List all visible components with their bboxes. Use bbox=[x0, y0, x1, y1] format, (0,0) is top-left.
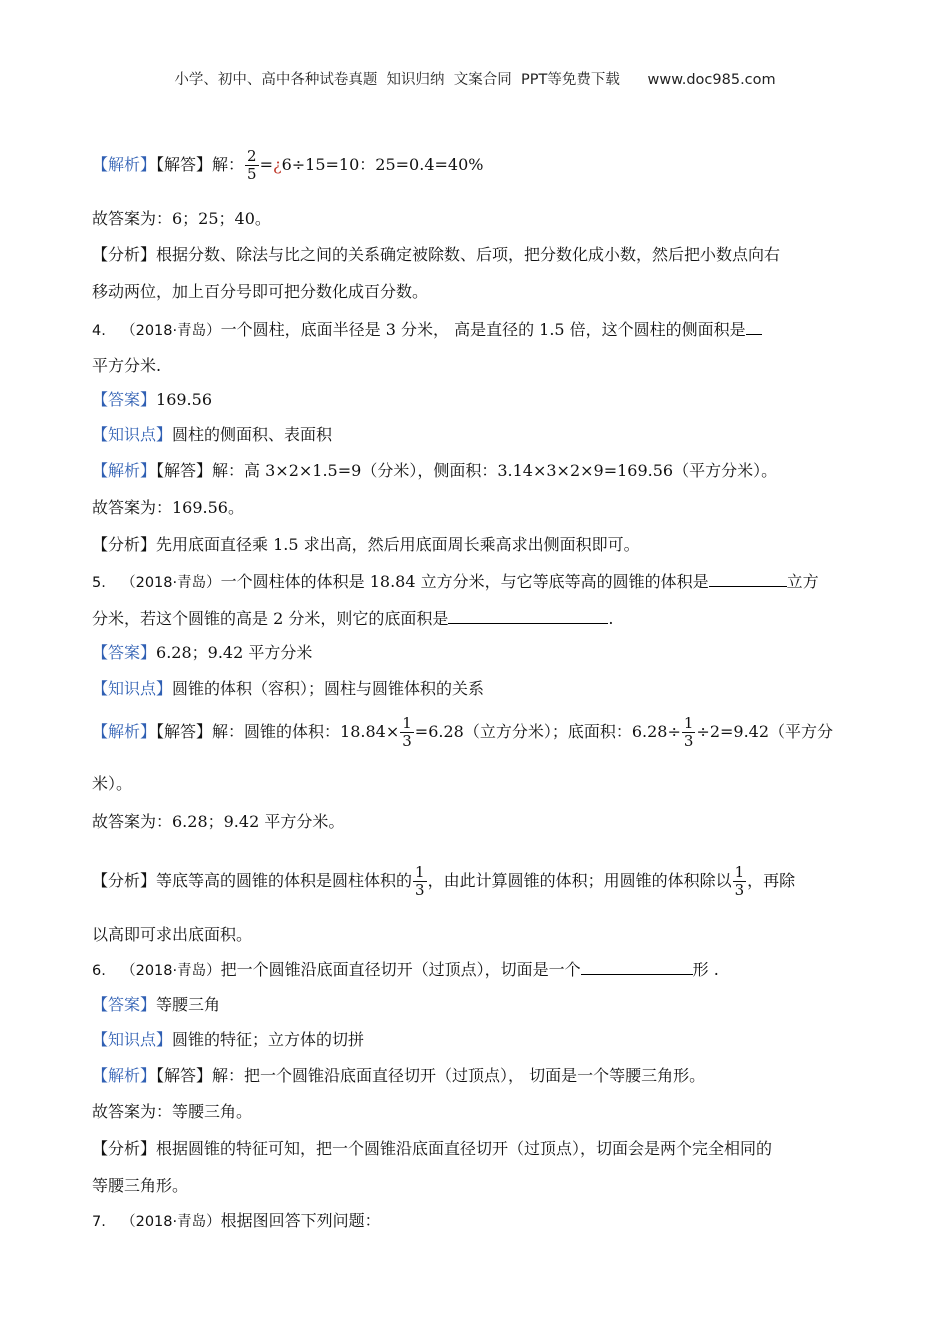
question-stem-tail: 形 . bbox=[692, 960, 719, 979]
q5-stem-line1 bbox=[92, 570, 819, 594]
question-stem-tail: 立方 bbox=[786, 572, 819, 591]
q6-fenxi-line1 bbox=[92, 1138, 772, 1160]
answer-tag: 【答案】 bbox=[92, 390, 157, 409]
jiexi-text: ÷2=9.42（平方分 bbox=[696, 722, 834, 741]
answer-blank bbox=[581, 958, 693, 975]
q5-jiexi-line2: 米）。 bbox=[92, 774, 133, 793]
q3-fenxi-line2: 移动两位，加上百分号即可把分数化成百分数。 bbox=[92, 282, 429, 301]
question-number: 4. bbox=[92, 323, 106, 339]
knowledge-tag: 【知识点】 bbox=[92, 1030, 173, 1049]
q5-stem-line2 bbox=[92, 607, 613, 630]
fenxi-text: ，再除 bbox=[747, 871, 796, 890]
q7-stem bbox=[92, 1210, 381, 1233]
question-source: （2018·青岛） bbox=[121, 323, 221, 339]
question-stem: 分米，若这个圆锥的高是 2 分米，则它的底面积是 bbox=[92, 609, 449, 628]
page-header: 小学、初中、高中各种试卷真题 知识归纳 文案合同 PPT等免费下载 www.doc985.com bbox=[174, 72, 776, 88]
fenxi-text: 根据圆锥的特征可知，把一个圆锥沿底面直径切开（过顶点），切面会是两个完全相同的 bbox=[156, 1139, 773, 1158]
garbled-char: ¿ bbox=[273, 155, 282, 174]
jiexi-text: 解：圆锥的体积：18.84× bbox=[212, 722, 400, 741]
jiexi-tag: 【解析】 bbox=[92, 1066, 157, 1085]
fenxi-text: 等底等高的圆锥的体积是圆柱体积的 bbox=[156, 871, 413, 890]
fraction-numerator: 1 bbox=[683, 714, 694, 732]
q4-fenxi bbox=[92, 534, 640, 556]
q6-jiexi bbox=[92, 1065, 705, 1087]
fenxi-text: 根据分数、除法与比之间的关系确定被除数、后项，把分数化成小数，然后把小数点向右 bbox=[156, 245, 781, 264]
fenxi-text: ，由此计算圆锥的体积；用圆锥的体积除以 bbox=[427, 871, 732, 890]
question-number: 7. bbox=[92, 1214, 106, 1230]
knowledge-tag: 【知识点】 bbox=[92, 425, 173, 444]
fenxi-tag: 【分析】 bbox=[92, 871, 157, 890]
q5-knowledge bbox=[92, 678, 484, 700]
question-source: （2018·青岛） bbox=[121, 575, 221, 591]
fraction-denominator: 3 bbox=[683, 732, 694, 750]
jiexi-text: 解：把一个圆锥沿底面直径切开（过顶点）， 切面是一个等腰三角形。 bbox=[212, 1066, 706, 1085]
fenxi-text: 先用底面直径乘 1.5 求出高，然后用底面周长乘高求出侧面积即可。 bbox=[156, 535, 640, 554]
knowledge-tag: 【知识点】 bbox=[92, 679, 173, 698]
jiexi-text: =6.28（立方分米）；底面积：6.28÷ bbox=[414, 722, 681, 741]
question-source: （2018·青岛） bbox=[121, 963, 221, 979]
q5-guda: 故答案为：6.28；9.42 平方分米。 bbox=[92, 812, 345, 831]
q6-knowledge bbox=[92, 1029, 364, 1051]
fraction-denominator: 3 bbox=[415, 881, 425, 899]
q4-stem-line1 bbox=[92, 318, 762, 342]
answer-text: 169.56 bbox=[156, 390, 212, 409]
question-number: 5. bbox=[92, 575, 106, 591]
fraction-denominator: 3 bbox=[402, 732, 412, 750]
equals-sign: = bbox=[259, 155, 273, 174]
question-stem: 一个圆柱，底面半径是 3 分米， 高是直径的 1.5 倍，这个圆柱的侧面积是 bbox=[220, 320, 746, 339]
question-stem-tail: . bbox=[608, 609, 614, 628]
answer-text: 等腰三角 bbox=[156, 995, 221, 1014]
jiexi-tag: 【解析】 bbox=[92, 722, 157, 741]
fenxi-tag: 【分析】 bbox=[92, 245, 157, 264]
fraction-1-3 bbox=[733, 864, 747, 899]
fraction-numerator: 1 bbox=[415, 863, 425, 881]
fraction-numerator: 1 bbox=[402, 714, 412, 732]
fraction-denominator: 5 bbox=[247, 165, 257, 183]
q6-fenxi-line2: 等腰三角形。 bbox=[92, 1176, 189, 1195]
q4-jiexi bbox=[92, 460, 777, 482]
knowledge-text: 圆柱的侧面积、表面积 bbox=[172, 425, 333, 444]
q3-jiexi bbox=[92, 148, 483, 183]
fenxi-tag: 【分析】 bbox=[92, 535, 157, 554]
q3-guda: 故答案为：6；25；40。 bbox=[92, 209, 271, 228]
jieda-tag: 【解答】 bbox=[156, 722, 213, 741]
question-stem: 根据图回答下列问题： bbox=[220, 1211, 381, 1230]
q5-answer bbox=[92, 642, 312, 664]
question-source: （2018·青岛） bbox=[121, 1214, 221, 1230]
jieda-tag: 【解答】 bbox=[156, 155, 213, 174]
q3-fenxi-line1 bbox=[92, 244, 780, 266]
question-stem: 把一个圆锥沿底面直径切开（过顶点），切面是一个 bbox=[220, 960, 581, 979]
fraction-1-3 bbox=[413, 864, 427, 899]
question-stem: 一个圆柱体的体积是 18.84 立方分米，与它等底等高的圆锥的体积是 bbox=[220, 572, 709, 591]
q5-jiexi-line1 bbox=[92, 715, 833, 750]
fraction-1-3 bbox=[400, 715, 414, 750]
fraction-denominator: 3 bbox=[734, 881, 745, 899]
fraction-1-3 bbox=[682, 715, 696, 750]
answer-blank bbox=[709, 570, 787, 587]
answer-blank bbox=[746, 318, 762, 335]
q4-guda: 故答案为：169.56。 bbox=[92, 498, 244, 517]
jiexi-tag: 【解析】 bbox=[92, 155, 157, 174]
jiexi-prefix: 解： bbox=[212, 155, 245, 174]
q5-fenxi-line1 bbox=[92, 864, 795, 899]
jiexi-text: 6÷15=10：25=0.4=40% bbox=[281, 155, 484, 174]
answer-blank bbox=[448, 607, 608, 624]
knowledge-text: 圆锥的特征；立方体的切拼 bbox=[172, 1030, 365, 1049]
q4-knowledge bbox=[92, 424, 332, 446]
fraction-numerator: 2 bbox=[247, 147, 257, 165]
q6-guda: 故答案为：等腰三角。 bbox=[92, 1102, 253, 1121]
jiexi-tag: 【解析】 bbox=[92, 461, 157, 480]
q6-answer bbox=[92, 994, 220, 1016]
q5-fenxi-line2: 以高即可求出底面积。 bbox=[92, 925, 253, 944]
answer-tag: 【答案】 bbox=[92, 995, 157, 1014]
q4-stem-line2: 平方分米. bbox=[92, 356, 162, 375]
jieda-tag: 【解答】 bbox=[156, 1066, 213, 1085]
knowledge-text: 圆锥的体积（容积）；圆柱与圆锥体积的关系 bbox=[172, 679, 485, 698]
q6-stem bbox=[92, 958, 719, 982]
q4-answer bbox=[92, 389, 212, 411]
fraction-numerator: 1 bbox=[734, 863, 745, 881]
jieda-tag: 【解答】 bbox=[156, 461, 213, 480]
answer-tag: 【答案】 bbox=[92, 643, 157, 662]
fenxi-tag: 【分析】 bbox=[92, 1139, 157, 1158]
jiexi-text: 解：高 3×2×1.5=9（分米），侧面积：3.14×3×2×9=169.56（平方分米）。 bbox=[212, 461, 778, 480]
fraction-2-5 bbox=[245, 148, 259, 183]
question-number: 6. bbox=[92, 963, 106, 979]
answer-text: 6.28；9.42 平方分米 bbox=[156, 643, 313, 662]
